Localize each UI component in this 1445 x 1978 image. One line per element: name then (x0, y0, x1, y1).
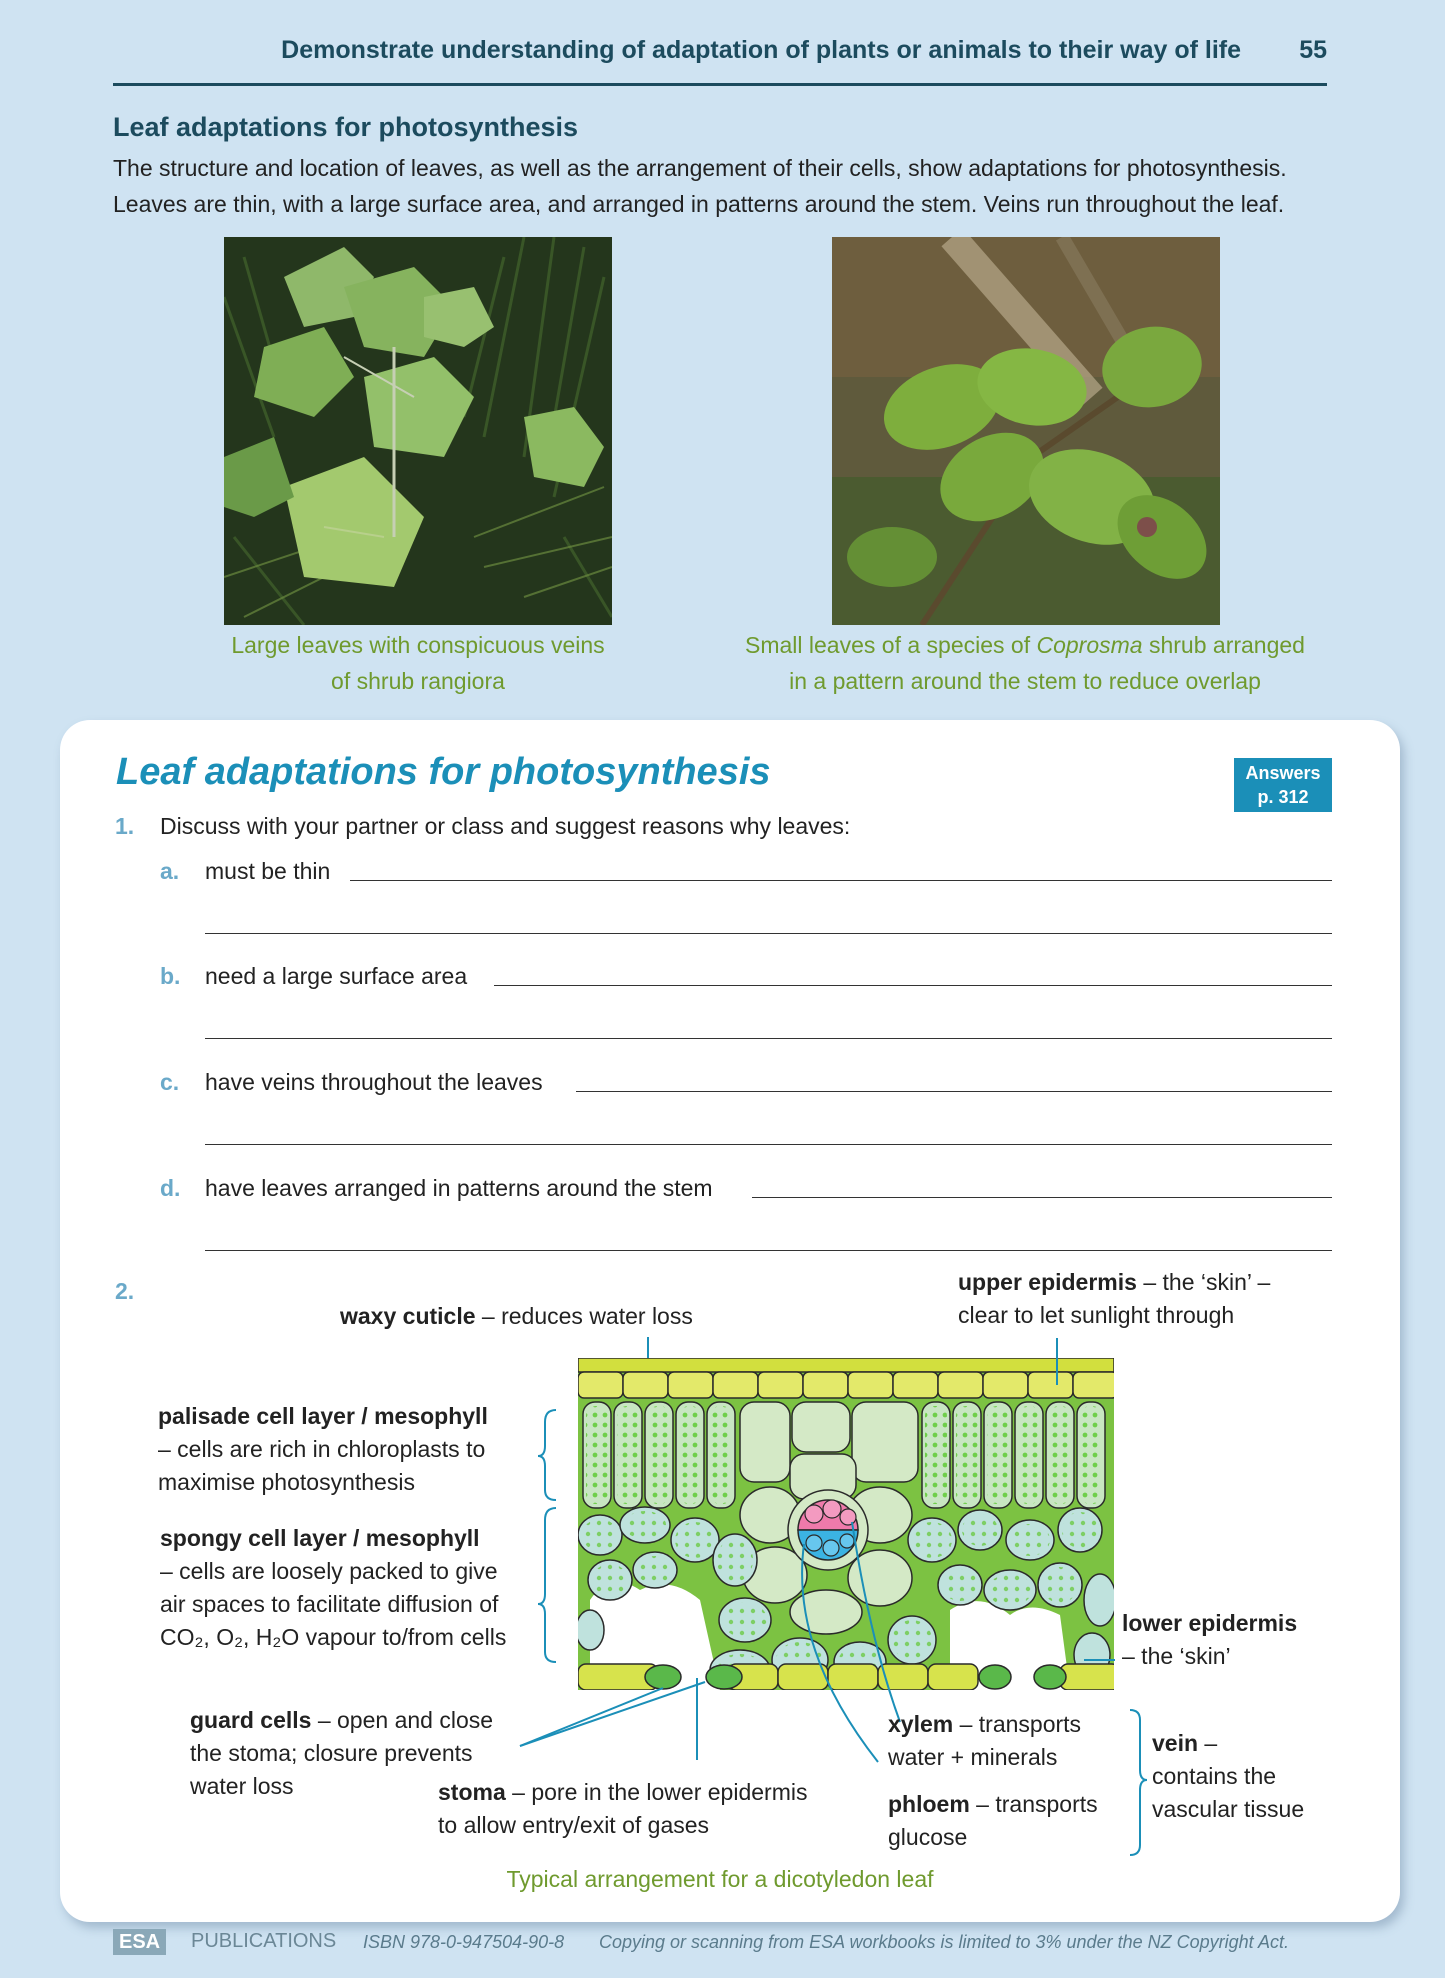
page-number: 55 (1299, 36, 1327, 64)
guard-cells-label: guard cells – open and close the stoma; closure prevents water loss (190, 1707, 494, 1799)
diagram-caption: Typical arrangement for a dicotyledon leaf (506, 1866, 934, 1892)
question-number: 2. (115, 1278, 135, 1304)
caption-line: Small leaves of a species of Coprosma shrub arranged (745, 632, 1305, 658)
intro-text: The structure and location of leaves, as well as the arrangement of their cells, show adaptations for photosynthesis. Leaves are thin, with a large surface area, and arranged in patterns around the stem. Veins run throughout the leaf. (113, 155, 1287, 217)
phloem-label: phloem – transports glucose (888, 1791, 1098, 1850)
waxy-cuticle-label: waxy cuticle – reduces water loss (340, 1303, 693, 1329)
question-number: 1. (115, 813, 135, 839)
palisade-label: palisade cell layer / mesophyll – cells are rich in chloroplasts to maximise photosynthesis (158, 1403, 488, 1495)
upper-epidermis-label: upper epidermis – the ‘skin’ – clear to let sunlight through (958, 1269, 1271, 1328)
lower-epidermis-label: lower epidermis – the ‘skin’ (1122, 1610, 1298, 1669)
esa-logo: ESA (113, 1929, 166, 1955)
activity-title: Leaf adaptations for photosynthesis (116, 751, 771, 793)
part-text: have leaves arranged in patterns around the stem (205, 1175, 713, 1201)
part-letter: b. (160, 963, 181, 989)
question-text: Discuss with your partner or class and suggest reasons why leaves: (160, 813, 851, 839)
caption-line: in a pattern around the stem to reduce overlap (789, 668, 1261, 694)
isbn: ISBN 978-0-947504-90-8 (363, 1932, 565, 1952)
stoma-label: stoma – pore in the lower epidermis to allow entry/exit of gases (438, 1779, 808, 1838)
intro-heading: Leaf adaptations for photosynthesis (113, 112, 579, 142)
xylem-label: xylem – transports water + minerals (888, 1711, 1082, 1770)
header-title: Demonstrate understanding of adaptation of plants or animals to their way of life (281, 36, 1241, 64)
part-letter: a. (160, 858, 180, 884)
vein-label: vein – contains the vascular tissue (1152, 1730, 1305, 1822)
publisher-name: PUBLICATIONS (191, 1930, 337, 1952)
answers-badge: Answers p. 312 (1234, 758, 1332, 812)
part-letter: d. (160, 1175, 181, 1201)
spongy-label: spongy cell layer / mesophyll – cells are loosely packed to give air spaces to facilitate diffusion of CO₂, O₂, H₂O vapour to/from cells (160, 1525, 507, 1650)
part-letter: c. (160, 1069, 180, 1095)
copyright-notice: Copying or scanning from ESA workbooks is limited to 3% under the NZ Copyright Act. (599, 1932, 1289, 1952)
caption-line: Large leaves with conspicuous veins (231, 632, 605, 658)
part-text: must be thin (205, 858, 331, 884)
page-footer (113, 1929, 1343, 1955)
part-text: have veins throughout the leaves (205, 1069, 543, 1095)
part-text: need a large surface area (205, 963, 468, 989)
caption-line: of shrub rangiora (331, 668, 505, 694)
